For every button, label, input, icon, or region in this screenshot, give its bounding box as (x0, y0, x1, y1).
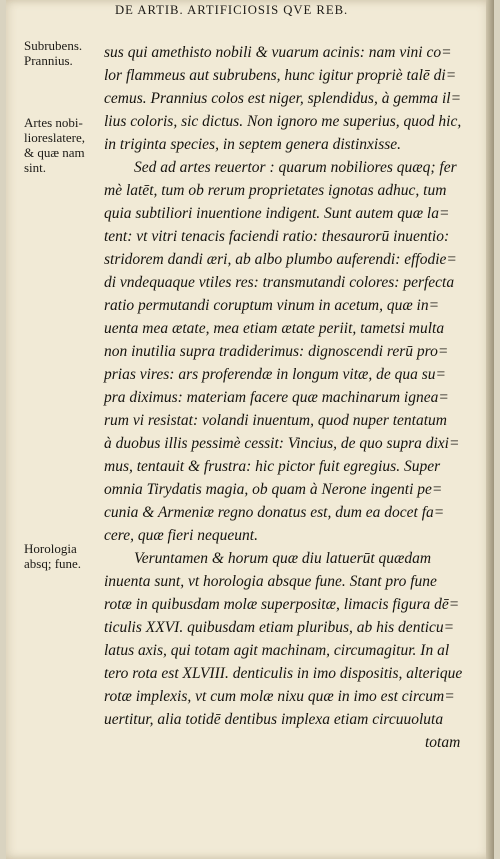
text-line: in triginta species, in septem genera distinxisse. (104, 136, 402, 153)
text-line: tero rota est XLVIII. denticulis in imo dispositis, alterique (104, 665, 463, 682)
text-line: omnia Tirydatis magia, ob quam à Nerone ingenti pe= (104, 481, 443, 498)
text-line: di vndequaque vtiles res: transmutandi colores: perfecta (104, 274, 455, 291)
margin-note-horologia (24, 541, 110, 571)
text-line: uenta mea ætate, mea etiam ætate periit, tametsi multa (104, 320, 445, 337)
page-edge-shadow (486, 0, 494, 859)
margin-note-line: Subrubens. (24, 38, 83, 53)
text-line: Sed ad artes reuertor : quarum nobiliores quæq; fer (134, 159, 457, 176)
margin-note-line: absq; fune. (24, 556, 82, 571)
text-line: prias vires: ars proferendæ in longum vitæ, de qua su= (104, 366, 446, 383)
text-line: uertitur, alia totidē dentibus implexa etiam circuuoluta (104, 711, 444, 728)
text-line: Veruntamen & horum quæ diu latuerūt quædam (134, 550, 432, 567)
margin-note-line: sint. (24, 160, 47, 175)
text-line: non inutilia supra tradiderimus: dignoscendi rerū pro= (104, 343, 449, 360)
margin-note-line: Horologia (24, 541, 77, 556)
margin-note-line: & quæ nam (24, 145, 85, 160)
text-line: ratio permutandi coruptum vinum in acetum, quæ in= (104, 297, 440, 314)
margin-note-line: Prannius. (24, 53, 73, 68)
text-line: cere, quæ fieri nequeunt. (104, 527, 258, 544)
catchword: totam (425, 734, 461, 751)
text-line: mè latēt, tum ob rerum proprietates ignotas adhuc, tum (104, 182, 447, 199)
text-line: rotæ implexis, vt cum molæ nixu quæ in imo est circum= (104, 688, 455, 705)
text-line: stridorem dandi æri, ab albo plumbo auferendi: effodie= (104, 251, 457, 268)
text-line: pra diximus: materiam facere quæ machinarum ignea= (104, 389, 449, 406)
running-header: DE ARTIB. ARTIFICIOSIS QVE REB. (115, 2, 349, 17)
text-line: ticulis XXVI. quibusdam etiam pluribus, ab his denticu= (104, 619, 455, 636)
text-line: quia subtiliori inuentione indigent. Sunt autem quæ la= (104, 205, 450, 222)
text-line: cunia & Armeniæ regno donatus est, dum ea docet fa= (104, 504, 445, 521)
text-line: rum vi resistat: volandi inuentum, quod nuper tentatum (104, 412, 447, 429)
text-line: à duobus illis pessimè cessit: Vincius, de quo supra dixi= (104, 435, 460, 452)
margin-note-line: Artes nobi- (24, 115, 83, 130)
text-line: inuenta sunt, vt horologia absque fune. Stant pro fune (104, 573, 437, 590)
text-line: lor flammeus aut subrubens, hunc igitur propriè talē di= (104, 67, 457, 84)
margin-note-subrubens (24, 38, 110, 68)
text-line: lius coloris, sic dictus. Non ignoro me superius, quod hic, (104, 113, 462, 130)
text-line: latus axis, qui totam agit machinam, circumagitur. In al (104, 642, 450, 659)
text-line: mus, tentauit & frustra: hic pictor fuit egregius. Super (104, 458, 441, 475)
text-line: cemus. Prannius colos est niger, splendidus, à gemma il= (104, 90, 462, 107)
margin-note-line: lioreslatere, (24, 130, 85, 145)
margin-note-artes (24, 115, 110, 175)
text-line: sus qui amethisto nobili & vuarum acinis: nam vini co= (104, 44, 452, 61)
text-line: tent: vt vitri tenacis faciendi ratio: thesaurorū inuentio: (104, 228, 450, 245)
text-line: rotæ in quibusdam molæ superpositæ, limacis figura dē= (104, 596, 460, 613)
